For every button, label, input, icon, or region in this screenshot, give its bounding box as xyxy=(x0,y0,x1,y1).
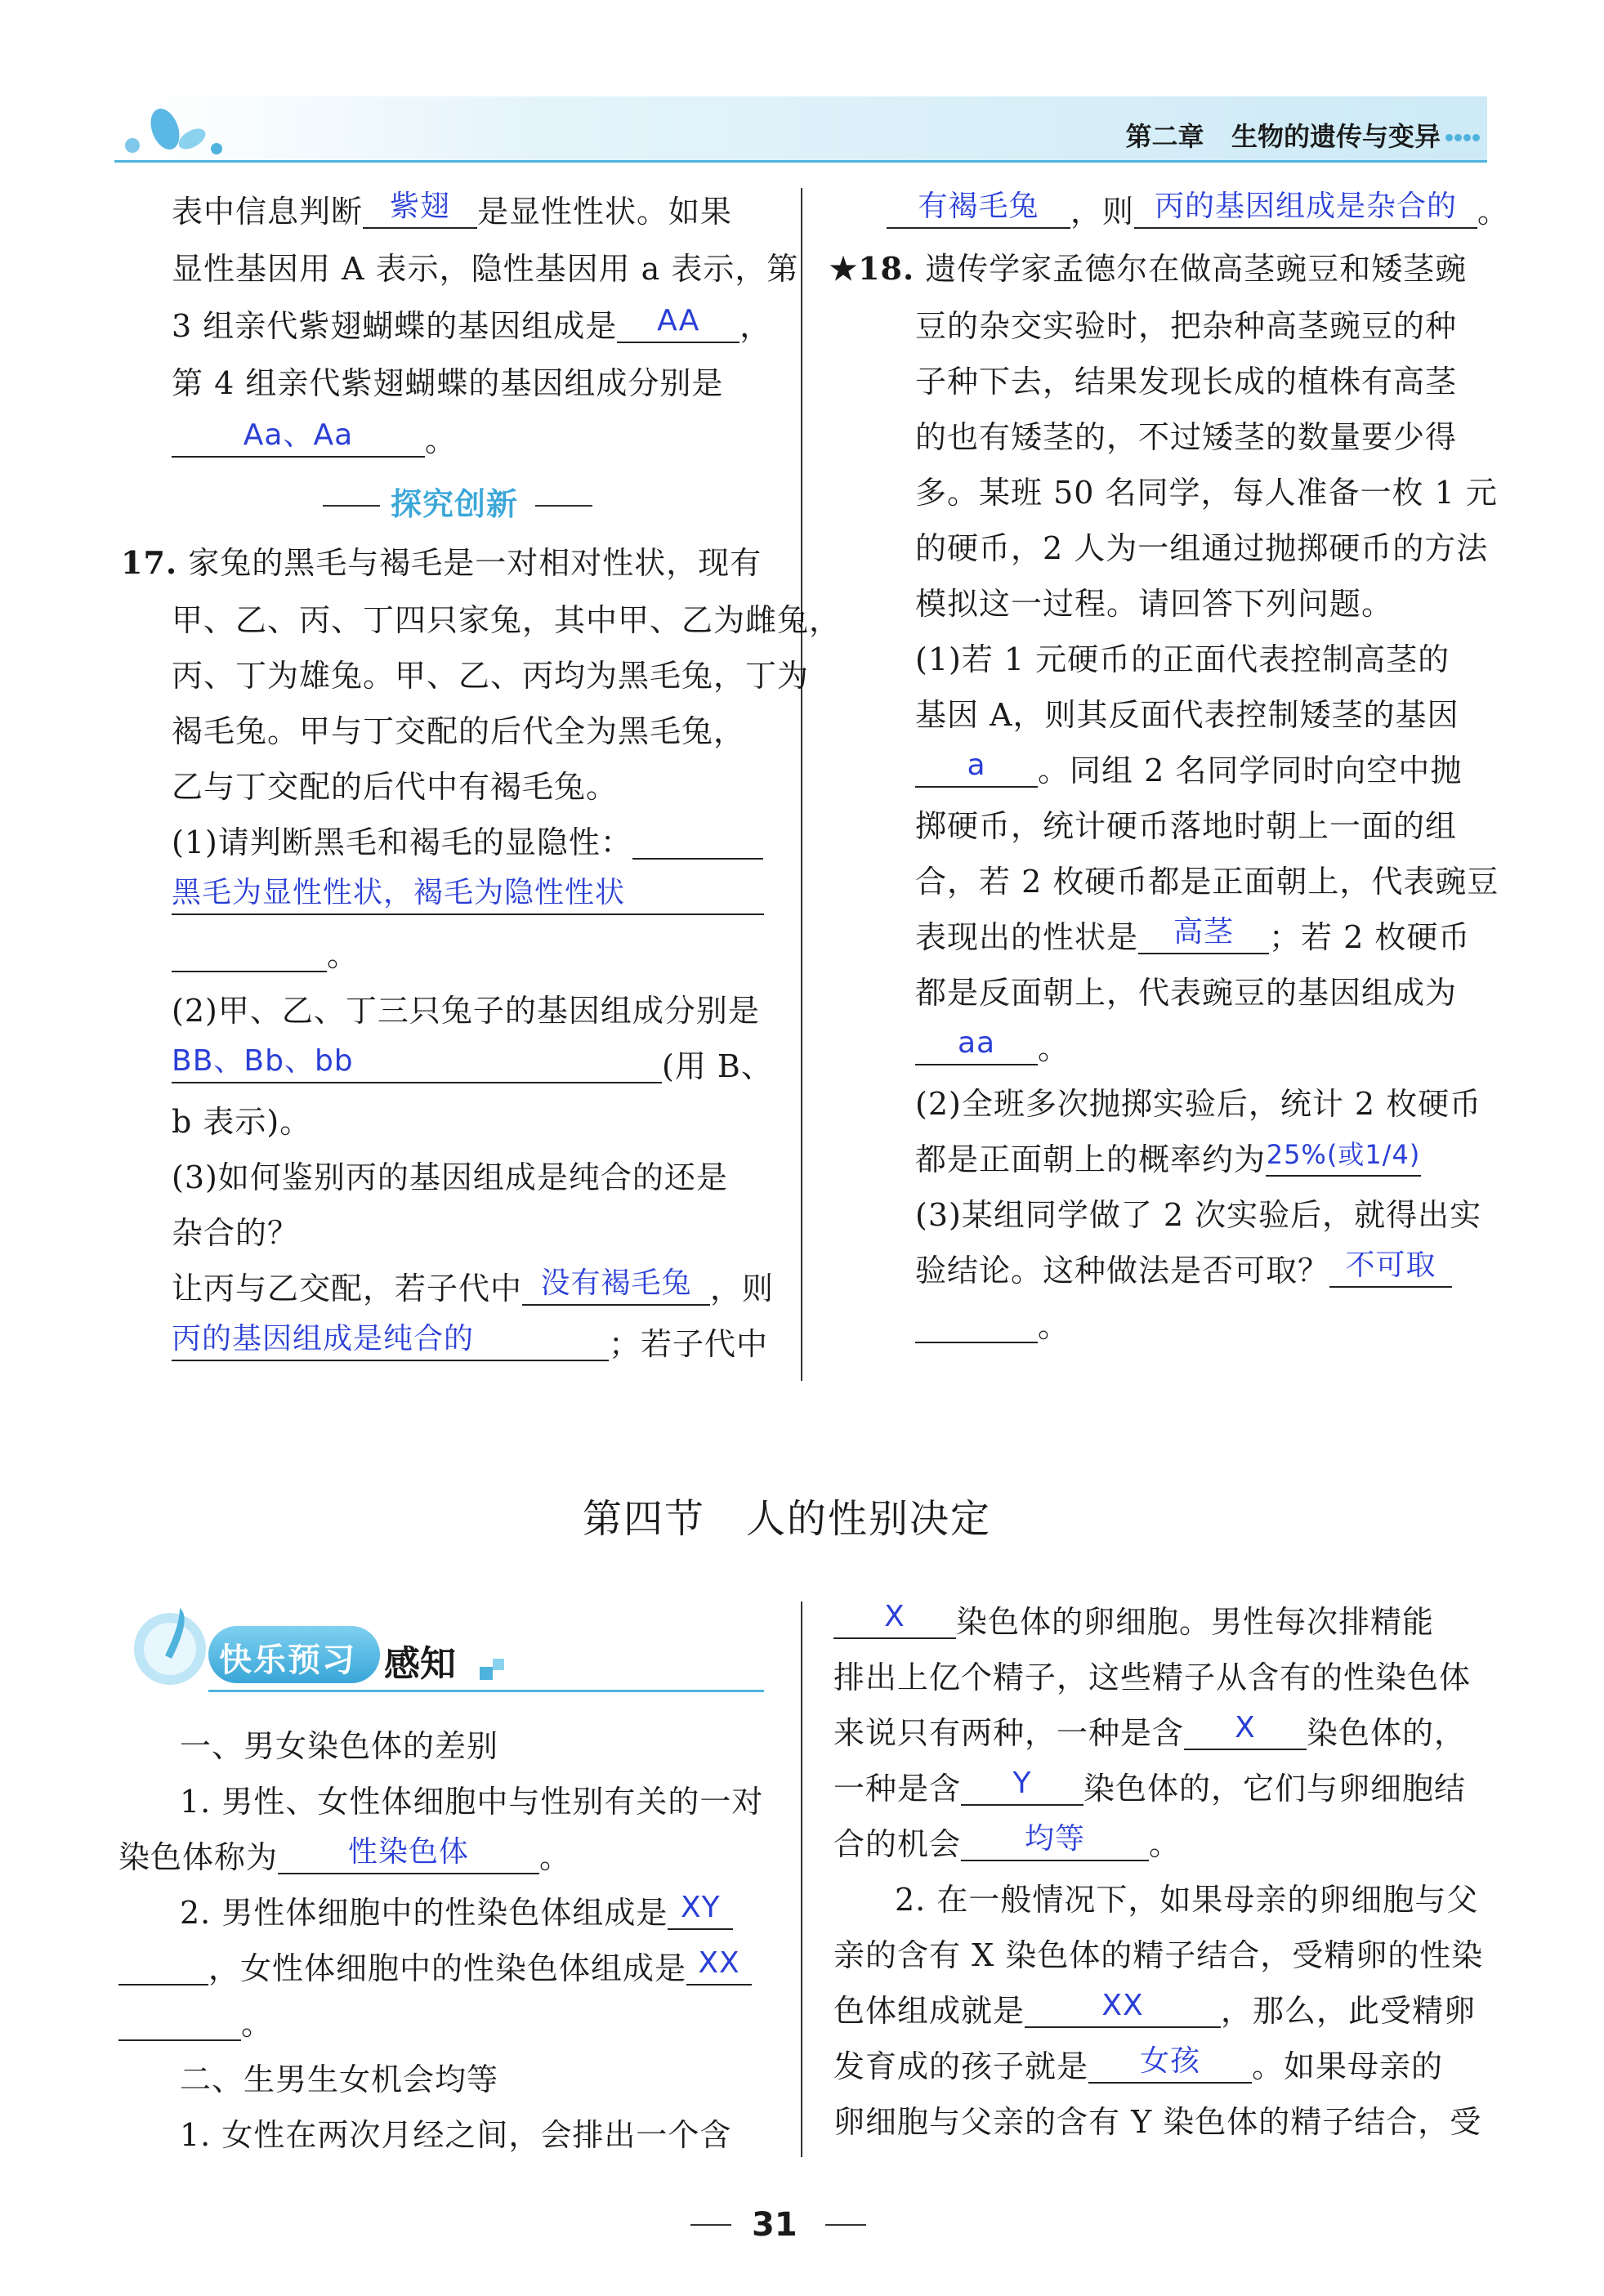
chapter-title: 生物的遗传与变异 xyxy=(1231,121,1441,152)
answer-blank[interactable]: AA xyxy=(617,310,739,343)
text-line: 掷硬币，统计硬币落地时朝上一面的组 xyxy=(915,808,1458,844)
text-line: 杂合的？ xyxy=(172,1215,300,1251)
squares-icon xyxy=(478,1657,511,1686)
answer-blank[interactable]: 丙的基因组成是纯合的 xyxy=(172,1329,609,1361)
text-line: 。 xyxy=(172,940,359,972)
text-line: 一种是含 Y 染色体的，它们与卵细胞结 xyxy=(833,1767,1467,1807)
text-line: 2. 男性体细胞中的性染色体组成是 XY xyxy=(180,1897,733,1930)
text-line: aa 。 xyxy=(915,1033,1070,1065)
text-line: 染色体称为 性染色体 。 xyxy=(118,1835,572,1875)
text-line: 。 xyxy=(118,2008,273,2041)
header-rule xyxy=(114,160,1487,163)
text-line: 都是反面朝上，代表豌豆的基因组成为 xyxy=(915,975,1458,1011)
question-17: 17. 家兔的黑毛与褐毛是一对相对性状，现有 xyxy=(121,544,762,581)
brush-icon xyxy=(123,1601,221,1691)
text-line: 子种下去，结果发现长成的植株有高茎 xyxy=(915,364,1458,400)
chapter-number: 第二章 xyxy=(1125,121,1204,152)
text-line: 豆的杂交实验时，把杂种高茎豌豆的种 xyxy=(915,308,1458,344)
answer-blank[interactable] xyxy=(118,1953,208,1986)
answer-blank[interactable]: 25%(或1/4) xyxy=(1266,1144,1421,1177)
question-18: ★18. 遗传学家孟德尔在做高茎豌豆和矮茎豌 xyxy=(829,250,1468,287)
banner-rule xyxy=(208,1690,764,1692)
text-line: ，女性体细胞中的性染色体组成是 XX xyxy=(118,1953,752,1986)
answer-blank[interactable]: 没有褐毛兔 xyxy=(522,1273,710,1306)
text-line: 色体组成就是 XX ，那么，此受精卵 xyxy=(833,1989,1477,2029)
text-line: 多。某班 50 名同学，每人准备一枚 1 元 xyxy=(915,475,1498,511)
text-line: 合的机会 均等 。 xyxy=(833,1822,1182,1862)
text-line: (2)全班多次抛掷实验后，统计 2 枚硬币 xyxy=(915,1086,1482,1122)
text-line: (1)请判断黑毛和褐毛的显隐性： xyxy=(172,827,763,860)
answer-blank[interactable]: Y xyxy=(961,1773,1083,1806)
text-line: X 染色体的卵细胞。男性每次排精能 xyxy=(833,1606,1434,1639)
column-divider-lower xyxy=(801,1601,802,2157)
text-line: 甲、乙、丙、丁四只家兔，其中甲、乙为雌兔， xyxy=(172,602,842,638)
text-line: 3 组亲代紫翅蝴蝶的基因组成是 AA ， xyxy=(172,304,772,344)
text-line: 都是正面朝上的概率约为 25%(或1/4) xyxy=(915,1139,1421,1177)
chapter-header xyxy=(1126,116,1441,154)
subhead-rule-left xyxy=(323,505,380,507)
text-line: 的硬币，2 人为一组通过抛掷硬币的方法 xyxy=(915,530,1489,566)
text-line: 褐毛兔。甲与丁交配的后代全为黑毛兔， xyxy=(172,713,746,749)
text-line: 丙的基因组成是纯合的 ；若子代中 xyxy=(172,1322,769,1362)
section-title: 第四节 人的性别决定 xyxy=(583,1496,992,1542)
answer-blank[interactable]: X xyxy=(833,1606,956,1639)
text-line: (3)如何鉴别丙的基因组成是纯合的还是 xyxy=(172,1159,728,1195)
answer-blank[interactable]: 性染色体 xyxy=(278,1842,539,1874)
text-line: 第 4 组亲代紫翅蝴蝶的基因组成分别是 xyxy=(172,365,724,401)
column-divider xyxy=(801,188,802,1381)
answer-blank[interactable]: XX xyxy=(686,1953,752,1986)
answer-blank[interactable]: BB、Bb、bb xyxy=(172,1051,662,1083)
text-line: 验结论。这种做法是否可取？ 不可取 xyxy=(915,1255,1452,1288)
answer-blank[interactable]: X xyxy=(1184,1718,1307,1750)
subhead-explore: 探究创新 xyxy=(391,486,519,522)
heading-2: 二、生男生女机会均等 xyxy=(180,2061,499,2097)
text-line: 2. 在一般情况下，如果母亲的卵细胞与父 xyxy=(895,1882,1479,1918)
footer-rule-right xyxy=(825,2224,866,2226)
text-line xyxy=(172,876,764,915)
text-line: 排出上亿个精子，这些精子从含有的性染色体 xyxy=(833,1659,1472,1695)
text-line: 卵细胞与父亲的含有 Y 染色体的精子结合，受 xyxy=(833,2104,1482,2140)
answer-blank[interactable]: a xyxy=(915,755,1038,788)
header-dots xyxy=(1445,129,1481,139)
answer-blank[interactable] xyxy=(172,940,327,972)
answer-blank[interactable] xyxy=(632,827,763,860)
text-line: 合，若 2 枚硬币都是正面朝上，代表豌豆 xyxy=(915,864,1499,900)
text-line: (1)若 1 元硬币的正面代表控制高茎的 xyxy=(915,641,1450,677)
answer-blank[interactable]: 女孩 xyxy=(1088,2051,1252,2084)
text-line: (3)某组同学做了 2 次实验后，就得出实 xyxy=(915,1197,1482,1233)
answer-blank[interactable]: 丙的基因组成是杂合的 xyxy=(1134,196,1477,229)
answer-blank[interactable]: 有褐毛兔 xyxy=(887,196,1070,229)
subhead-rule-right xyxy=(535,505,592,507)
text-line: 来说只有两种，一种是含 X 染色体的， xyxy=(833,1711,1467,1751)
answer-blank[interactable]: 紫翅 xyxy=(363,196,477,229)
answer-blank[interactable]: 黑毛为显性性状，褐毛为隐性性状 xyxy=(172,882,764,915)
answer-blank[interactable]: 高茎 xyxy=(1138,922,1269,954)
answer-blank[interactable]: XX xyxy=(1025,1995,1221,2028)
text-line: 乙与丁交配的后代中有褐毛兔。 xyxy=(172,769,619,805)
banner-label: 快乐预习 xyxy=(219,1642,356,1679)
text-line: 的也有矮茎的，不过矮茎的数量要少得 xyxy=(915,419,1458,455)
text-line: a 。同组 2 名同学同时向空中抛 xyxy=(915,755,1462,788)
text-line: b 表示)。 xyxy=(172,1104,312,1140)
text-line: 让丙与乙交配，若子代中 没有褐毛兔 ，则 xyxy=(172,1266,775,1307)
banner-title: 感知 xyxy=(384,1643,456,1685)
text-line: 表现出的性状是 高茎 ；若 2 枚硬币 xyxy=(915,915,1471,955)
text-line: (2)甲、乙、丁三只兔子的基因组成分别是 xyxy=(172,993,760,1029)
answer-blank[interactable] xyxy=(118,2008,241,2041)
text-line: 1. 女性在两次月经之间，会排出一个含 xyxy=(180,2117,732,2153)
answer-blank[interactable]: Aa、Aa xyxy=(172,425,425,458)
answer-blank[interactable]: 不可取 xyxy=(1329,1255,1452,1288)
text-line: 丙、丁为雄兔。甲、乙、丙均为黑毛兔，丁为 xyxy=(172,658,810,694)
footer-rule-left xyxy=(690,2224,731,2226)
text-line: 显性基因用 A 表示，隐性基因用 a 表示，第 xyxy=(172,251,799,287)
text-line: 1. 男性、女性体细胞中与性别有关的一对 xyxy=(180,1784,764,1820)
text-line: 基因 A，则其反面代表控制矮茎的基因 xyxy=(915,697,1459,733)
text-line: 亲的含有 X 染色体的精子结合，受精卵的性染 xyxy=(833,1937,1484,1973)
text-line: 表中信息判断 紫翅 是显性性状。如果 xyxy=(172,190,733,230)
answer-blank[interactable] xyxy=(915,1311,1038,1343)
page-number: 31 xyxy=(752,2206,798,2244)
text-line: 发育成的孩子就是 女孩 。如果母亲的 xyxy=(833,2044,1444,2084)
answer-blank[interactable]: 均等 xyxy=(961,1829,1149,1861)
answer-blank[interactable]: aa xyxy=(915,1033,1038,1065)
answer-blank[interactable]: XY xyxy=(668,1897,733,1930)
text-line: 有褐毛兔 ，则 丙的基因组成是杂合的 。 xyxy=(887,196,1509,229)
text-line: 模拟这一过程。请回答下列问题。 xyxy=(915,586,1394,622)
heading-1: 一、男女染色体的差别 xyxy=(180,1728,499,1764)
text-line: 。 xyxy=(915,1311,1070,1343)
text-line: Aa、Aa 。 xyxy=(172,425,457,458)
text-line: BB、Bb、bb (用 B、 xyxy=(172,1044,773,1084)
leaf-logo-icon xyxy=(114,98,237,163)
